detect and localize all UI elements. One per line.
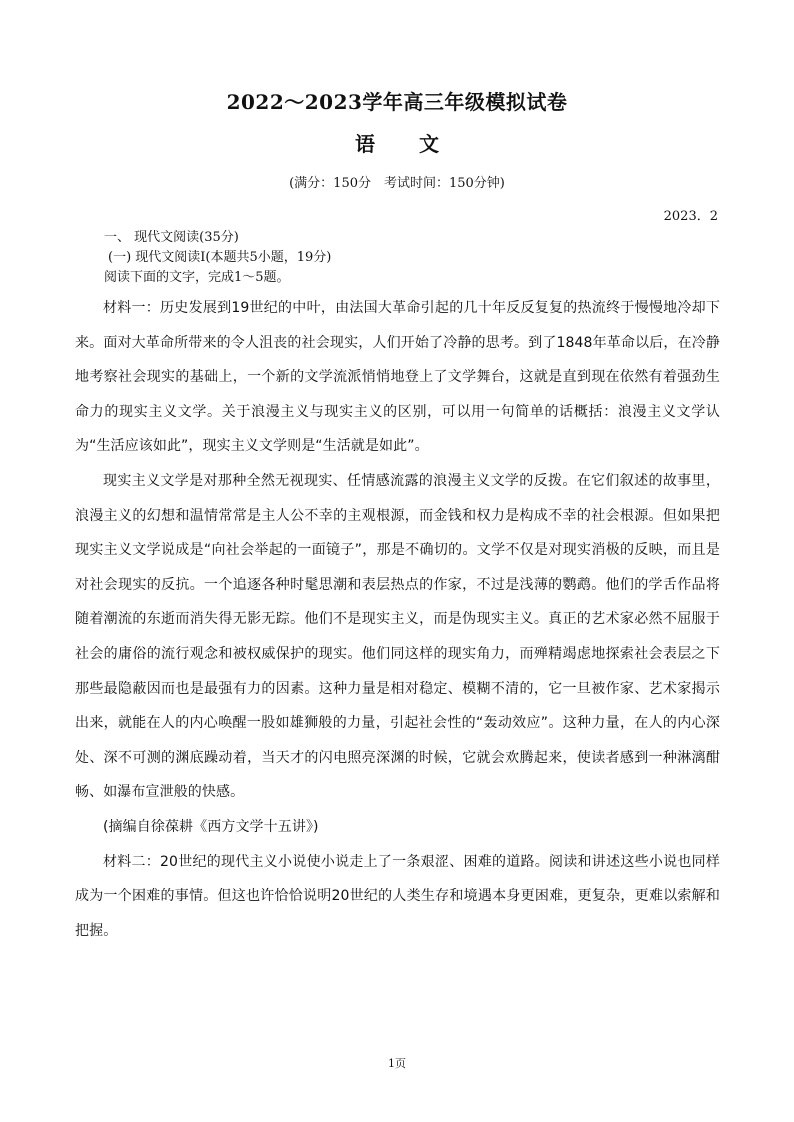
reading-passage: [75, 291, 720, 948]
exam-title: 2022～2023学年高三年级模拟试卷: [226, 90, 568, 114]
subject-title: 语文: [355, 132, 483, 156]
section-subheading: (一) 现代文阅读Ⅰ(本题共5小题，19分): [108, 250, 332, 265]
paragraph-realism: 现实主义文学是对那种全然无视现实、任情感流露的浪漫主义文学的反拨。在它们叙述的故事里，浪漫主义的幻想和温情常常是主人公不幸的主观根源，而金钱和权力是构成不幸的社会根源。但如果把现实主义文学说成是“向社会举起的一面镜子”，那是不确切的。文学不仅是对现实消极的反映，而且是对社会现实的反抗。一个追逐各种时髦思潮和表层热点的作家，不过是浅薄的鹦鹉。他们的学舌作品将随着潮流的东逝而消失得无影无踪。他们不是现实主义，而是伪现实主义。真正的艺术家必然不屈服于社会的庸俗的流行观念和被权威保护的现实。他们同这样的现实角力，而殚精竭虑地探索社会表层之下那些最隐蔽因而也是最强有力的因素。这种力量是相对稳定、模糊不清的，它一旦被作家、艺术家揭示出来，就能在人的内心唤醒一股如雄狮般的力量，引起社会性的“轰动效应”。这种力量，在人的内心深处、深不可测的渊底躁动着，当天才的闪电照亮深渊的时候，它就会欢腾起来，使读者感到一种淋漓酣畅、如瀑布宣泄般的快感。: [75, 472, 720, 801]
paragraph-material-two: 材料二：20世纪的现代主义小说使小说走上了一条艰涩、困难的道路。阅读和讲述这些小说也同样成为一个困难的事情。但这也许恰恰说明20世纪的人类生存和境遇本身更困难，更复杂，更难以索解和把握。: [75, 853, 720, 939]
paragraph-material-one: 材料一：历史发展到19世纪的中叶，由法国大革命引起的几十年反反复复的热流终于慢慢地冷却下来。面对大革命所带来的令人沮丧的社会现实，人们开始了冷静的思考。到了1848年革命以后，在冷静地考察社会现实的基础上，一个新的文学流派悄悄地登上了文学舞台，这就是直到现在依然有着强劲生命力的现实主义文学。关于浪漫主义与现实主义的区别，可以用一句简单的话概括：浪漫主义文学认为“生活应该如此”，现实主义文学则是“生活就是如此”。: [75, 300, 720, 455]
reading-instruction: 阅读下面的文字，完成1～5题。: [104, 270, 290, 285]
source-citation: (摘编自徐葆耕《西方文学十五讲》): [103, 818, 319, 835]
exam-date: 2023．2: [663, 209, 718, 224]
score-time-info: (满分：150分 考试时间：150分钟): [289, 176, 505, 191]
section-heading: 一、 现代文阅读(35分): [104, 230, 239, 245]
page-number: 1页: [388, 1057, 406, 1070]
